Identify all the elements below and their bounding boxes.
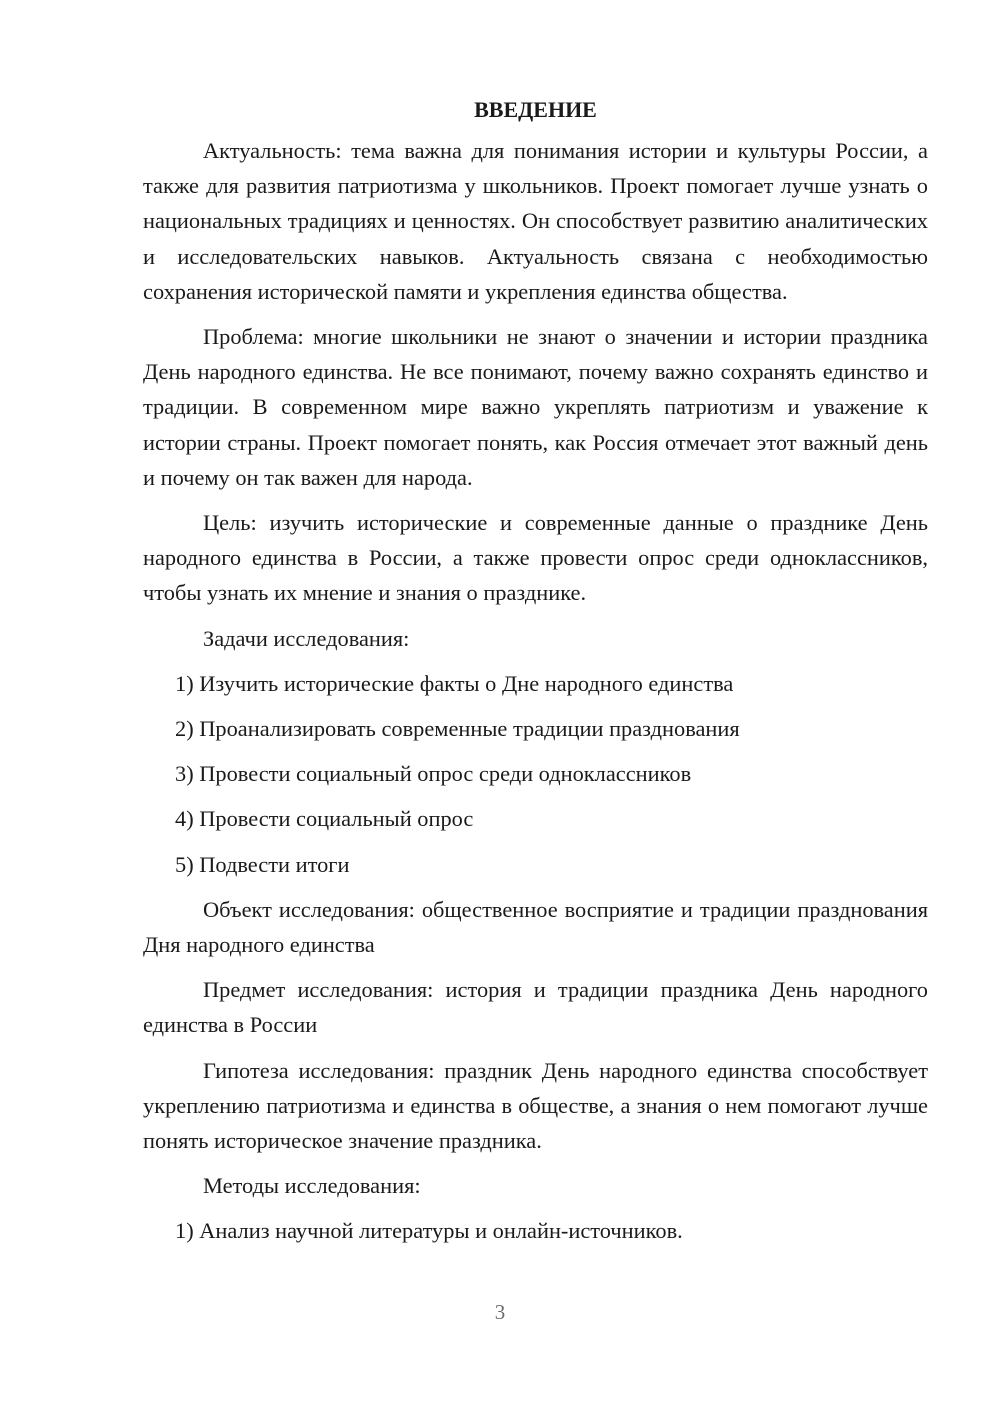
method-item: 1) Анализ научной литературы и онлайн-источников. (175, 1218, 683, 1244)
relevance-paragraph: Актуальность: тема важна для понимания истории и культуры России, а также для развития патриотизма у школьников. Проект помогает лучше узнать о национальных традициях и ценностях. Он способствует развитию аналитических и исследовательских навыков. Актуальность связана с необходимостью сохранения исторической памяти и укрепления единства общества. (143, 138, 928, 304)
page-number: 3 (494, 1300, 506, 1324)
hypothesis-paragraph: Гипотеза исследования: праздник День народного единства способствует укреплению патриотизма и единства в обществе, а знания о нем помогают лучше понять историческое значение праздника. (143, 1057, 928, 1154)
tasks-heading: Задачи исследования: (203, 625, 410, 651)
task-item: 2) Проанализировать современные традиции празднования (175, 716, 740, 742)
subject-paragraph: Предмет исследования: история и традиции праздника День народного единства в России (143, 977, 928, 1038)
task-item: 3) Провести социальный опрос среди одноклассников (175, 761, 692, 787)
methods-list (143, 1213, 928, 1248)
problem-paragraph: Проблема: многие школьники не знают о значении и истории праздника День народного единства. Не все понимают, почему важно сохранять единство и традиции. В современном мире важно укреплять патриотизм и уважение к истории страны. Проект помогает понять, как Россия отмечает этот важный день и почему он так важен для народа. (143, 324, 928, 490)
task-item: 1) Изучить исторические факты о Дне народного единства (175, 670, 734, 696)
goal-paragraph: Цель: изучить исторические и современные данные о празднике День народного единства в России, а также провести опрос среди одноклассников, чтобы узнать их мнение и знания о празднике. (143, 510, 928, 606)
task-item: 5) Подвести итоги (175, 851, 350, 877)
task-item: 4) Провести социальный опрос (175, 806, 474, 832)
methods-heading: Методы исследования: (203, 1173, 421, 1199)
section-title: ВВЕДЕНИЕ (474, 97, 597, 122)
document-page (143, 92, 928, 1259)
object-paragraph: Объект исследования: общественное восприятие и традиции празднования Дня народного единства (143, 896, 928, 958)
tasks-list (143, 666, 928, 882)
